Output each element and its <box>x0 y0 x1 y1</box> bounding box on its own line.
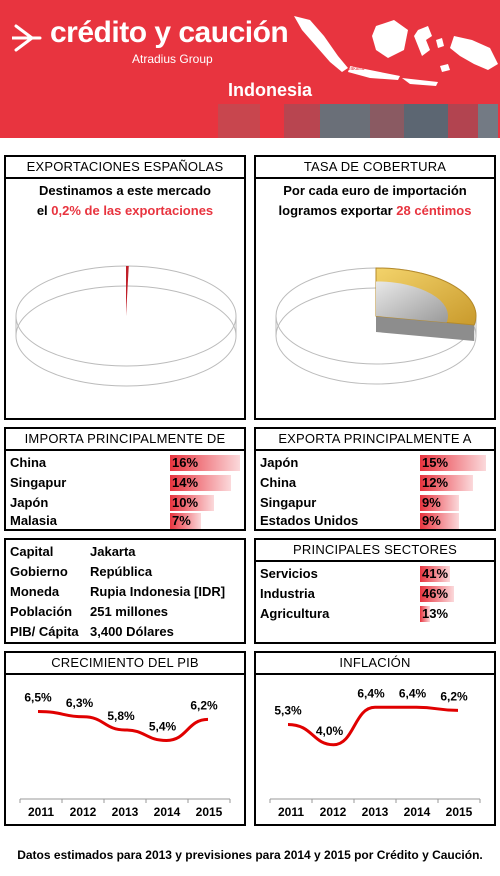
data-label: 6,2% <box>440 689 468 704</box>
color-strip <box>478 104 498 138</box>
footer-note: Datos estimados para 2013 y previsiones para 2014 y 2015 por Crédito y Caución. <box>17 848 483 862</box>
x-tick-label: 2013 <box>361 805 389 819</box>
info-row: Moneda Rupia Indonesia [IDR] <box>10 584 226 599</box>
color-strip <box>404 104 448 138</box>
info-row: Gobierno República <box>10 564 153 579</box>
country-title: Indonesia <box>228 80 313 100</box>
exporta-title: EXPORTA PRINCIPALMENTE A <box>256 429 494 451</box>
exportaciones-panel <box>4 155 246 420</box>
sectores-row: Agricultura 13% <box>260 606 449 621</box>
map-label-jakarta: Jakarta <box>348 66 365 72</box>
data-label: 6,2% <box>190 698 218 713</box>
data-label: 6,3% <box>65 695 94 710</box>
exporta-row: Singapur 9% <box>256 493 494 513</box>
data-label: 6,5% <box>24 690 52 705</box>
importa-panel <box>4 427 246 531</box>
series-line <box>288 707 458 745</box>
pib-chart-panel <box>4 651 246 826</box>
data-label: 6,4% <box>357 686 385 701</box>
cobertura-panel <box>254 155 496 420</box>
exporta-row: Japón 15% <box>256 453 494 473</box>
exportaciones-pie <box>6 221 244 421</box>
logo-star-icon <box>12 18 52 58</box>
data-label: 6,4% <box>398 686 427 701</box>
cobertura-line2: logramos exportar 28 céntimos <box>278 203 472 218</box>
exportaciones-line2: el 0,2% de las exportaciones <box>36 203 214 218</box>
pib-line-chart <box>6 675 244 823</box>
pie-slice-spain <box>126 266 129 316</box>
importa-row: Malasia 7% <box>6 511 244 531</box>
cobertura-line1: Por cada euro de importación <box>283 183 467 198</box>
x-tick-label: 2015 <box>445 805 473 819</box>
sectores-row: Servicios 41% <box>256 564 494 584</box>
x-tick-label: 2014 <box>403 805 431 819</box>
x-tick-label: 2013 <box>111 805 139 819</box>
x-tick-label: 2014 <box>153 805 181 819</box>
info-row: Población 251 millones <box>10 604 169 619</box>
color-strip <box>218 104 260 138</box>
sectores-panel <box>254 538 496 644</box>
info-row: PIB/ Cápita 3,400 Dólares <box>10 624 174 639</box>
color-strip <box>284 104 320 138</box>
x-tick-label: 2011 <box>277 805 305 819</box>
exporta-row: Estados Unidos 9% <box>256 511 494 531</box>
color-strip <box>370 104 404 138</box>
header-banner <box>0 0 500 138</box>
indonesia-map-icon <box>290 6 500 116</box>
sectores-title: PRINCIPALES SECTORES <box>256 540 494 562</box>
importa-row: Japón 10% <box>6 493 244 513</box>
x-tick-label: 2012 <box>69 805 97 819</box>
brand-name: crédito y caución <box>50 16 289 49</box>
cobertura-title: TASA DE COBERTURA <box>256 157 494 179</box>
data-label: 4,0% <box>315 723 344 738</box>
exporta-panel <box>254 427 496 531</box>
exportaciones-title: EXPORTACIONES ESPAÑOLAS <box>6 157 244 179</box>
country-info-panel <box>4 538 246 644</box>
exporta-row: China 12% <box>256 473 494 493</box>
data-label: 5,3% <box>274 703 302 718</box>
data-label: 5,4% <box>148 719 177 734</box>
brand-subtitle: Atradius Group <box>132 52 213 66</box>
cobertura-coin-chart <box>256 221 494 421</box>
x-tick-label: 2015 <box>195 805 223 819</box>
inflacion-chart-panel <box>254 651 496 826</box>
inflacion-line-chart <box>256 675 494 823</box>
info-row: Capital Jakarta <box>10 544 136 559</box>
inflacion-chart-title: INFLACIÓN <box>256 653 494 675</box>
sectores-row: Industria 46% <box>256 584 494 604</box>
importa-title: IMPORTA PRINCIPALMENTE DE <box>6 429 244 451</box>
color-strip <box>320 104 370 138</box>
data-label: 5,8% <box>107 708 135 723</box>
exportaciones-line1: Destinamos a este mercado <box>39 183 211 198</box>
pib-chart-title: CRECIMIENTO DEL PIB <box>6 653 244 675</box>
color-strip <box>448 104 478 138</box>
x-tick-label: 2012 <box>319 805 347 819</box>
importa-row: Singapur 14% <box>6 473 244 493</box>
x-tick-label: 2011 <box>27 805 55 819</box>
importa-row: China 16% <box>6 453 244 473</box>
